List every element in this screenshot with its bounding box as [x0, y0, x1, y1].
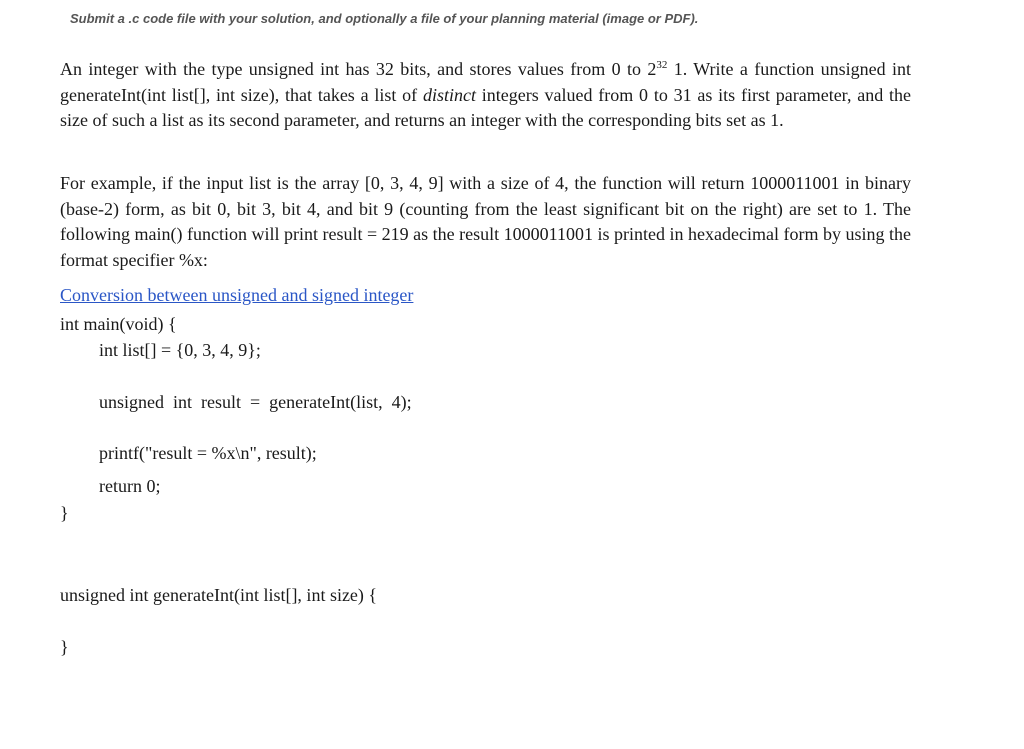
conversion-link[interactable]: Conversion between unsigned and signed integer	[60, 285, 414, 305]
distinct-emphasis: distinct	[422, 84, 476, 105]
generateint-signature: unsigned int generateInt(int list[], int size) {	[60, 585, 378, 605]
submission-instruction: Submit a .c code file with your solution, and optionally a file of your planning material (image or PDF).	[70, 11, 699, 26]
generateint-closing-brace: }	[60, 637, 69, 657]
exponent: 32	[656, 59, 668, 71]
code-line-result: unsigned int result = generateInt(list, 4);	[99, 392, 412, 412]
code-line-printf: printf("result = %x\n", result);	[99, 443, 317, 463]
main-closing-brace: }	[60, 503, 69, 523]
main-signature: int main(void) {	[60, 314, 177, 334]
example-description: For example, if the input list is the array [0, 3, 4, 9] with a size of 4, the function will return 1000011001 in binary (base-2) form, as bit 0, bit 3, bit 4, and bit 9 (counting from the least significant bit on the right) are set to 1. The following main() function will print result = 219 as the result 1000011001 is printed in hexadecimal form by using the format specifier %x:	[60, 173, 911, 270]
code-line-return: return 0;	[99, 476, 161, 496]
code-line-list: int list[] = {0, 3, 4, 9};	[99, 340, 261, 360]
description-text-3: integers valued from 0 to 31 as its first parameter, and the size of such a list as its second parameter, and returns an integer with the corresponding bits set as 1.	[60, 84, 912, 130]
problem-description	[60, 57, 911, 134]
description-text-1: An integer with the type unsigned int has 32 bits, and stores values from 0 to 2	[60, 59, 657, 79]
description-text-2: 1. Write a function unsigned int generateInt(int list[], int size), that takes a list of	[60, 59, 911, 105]
